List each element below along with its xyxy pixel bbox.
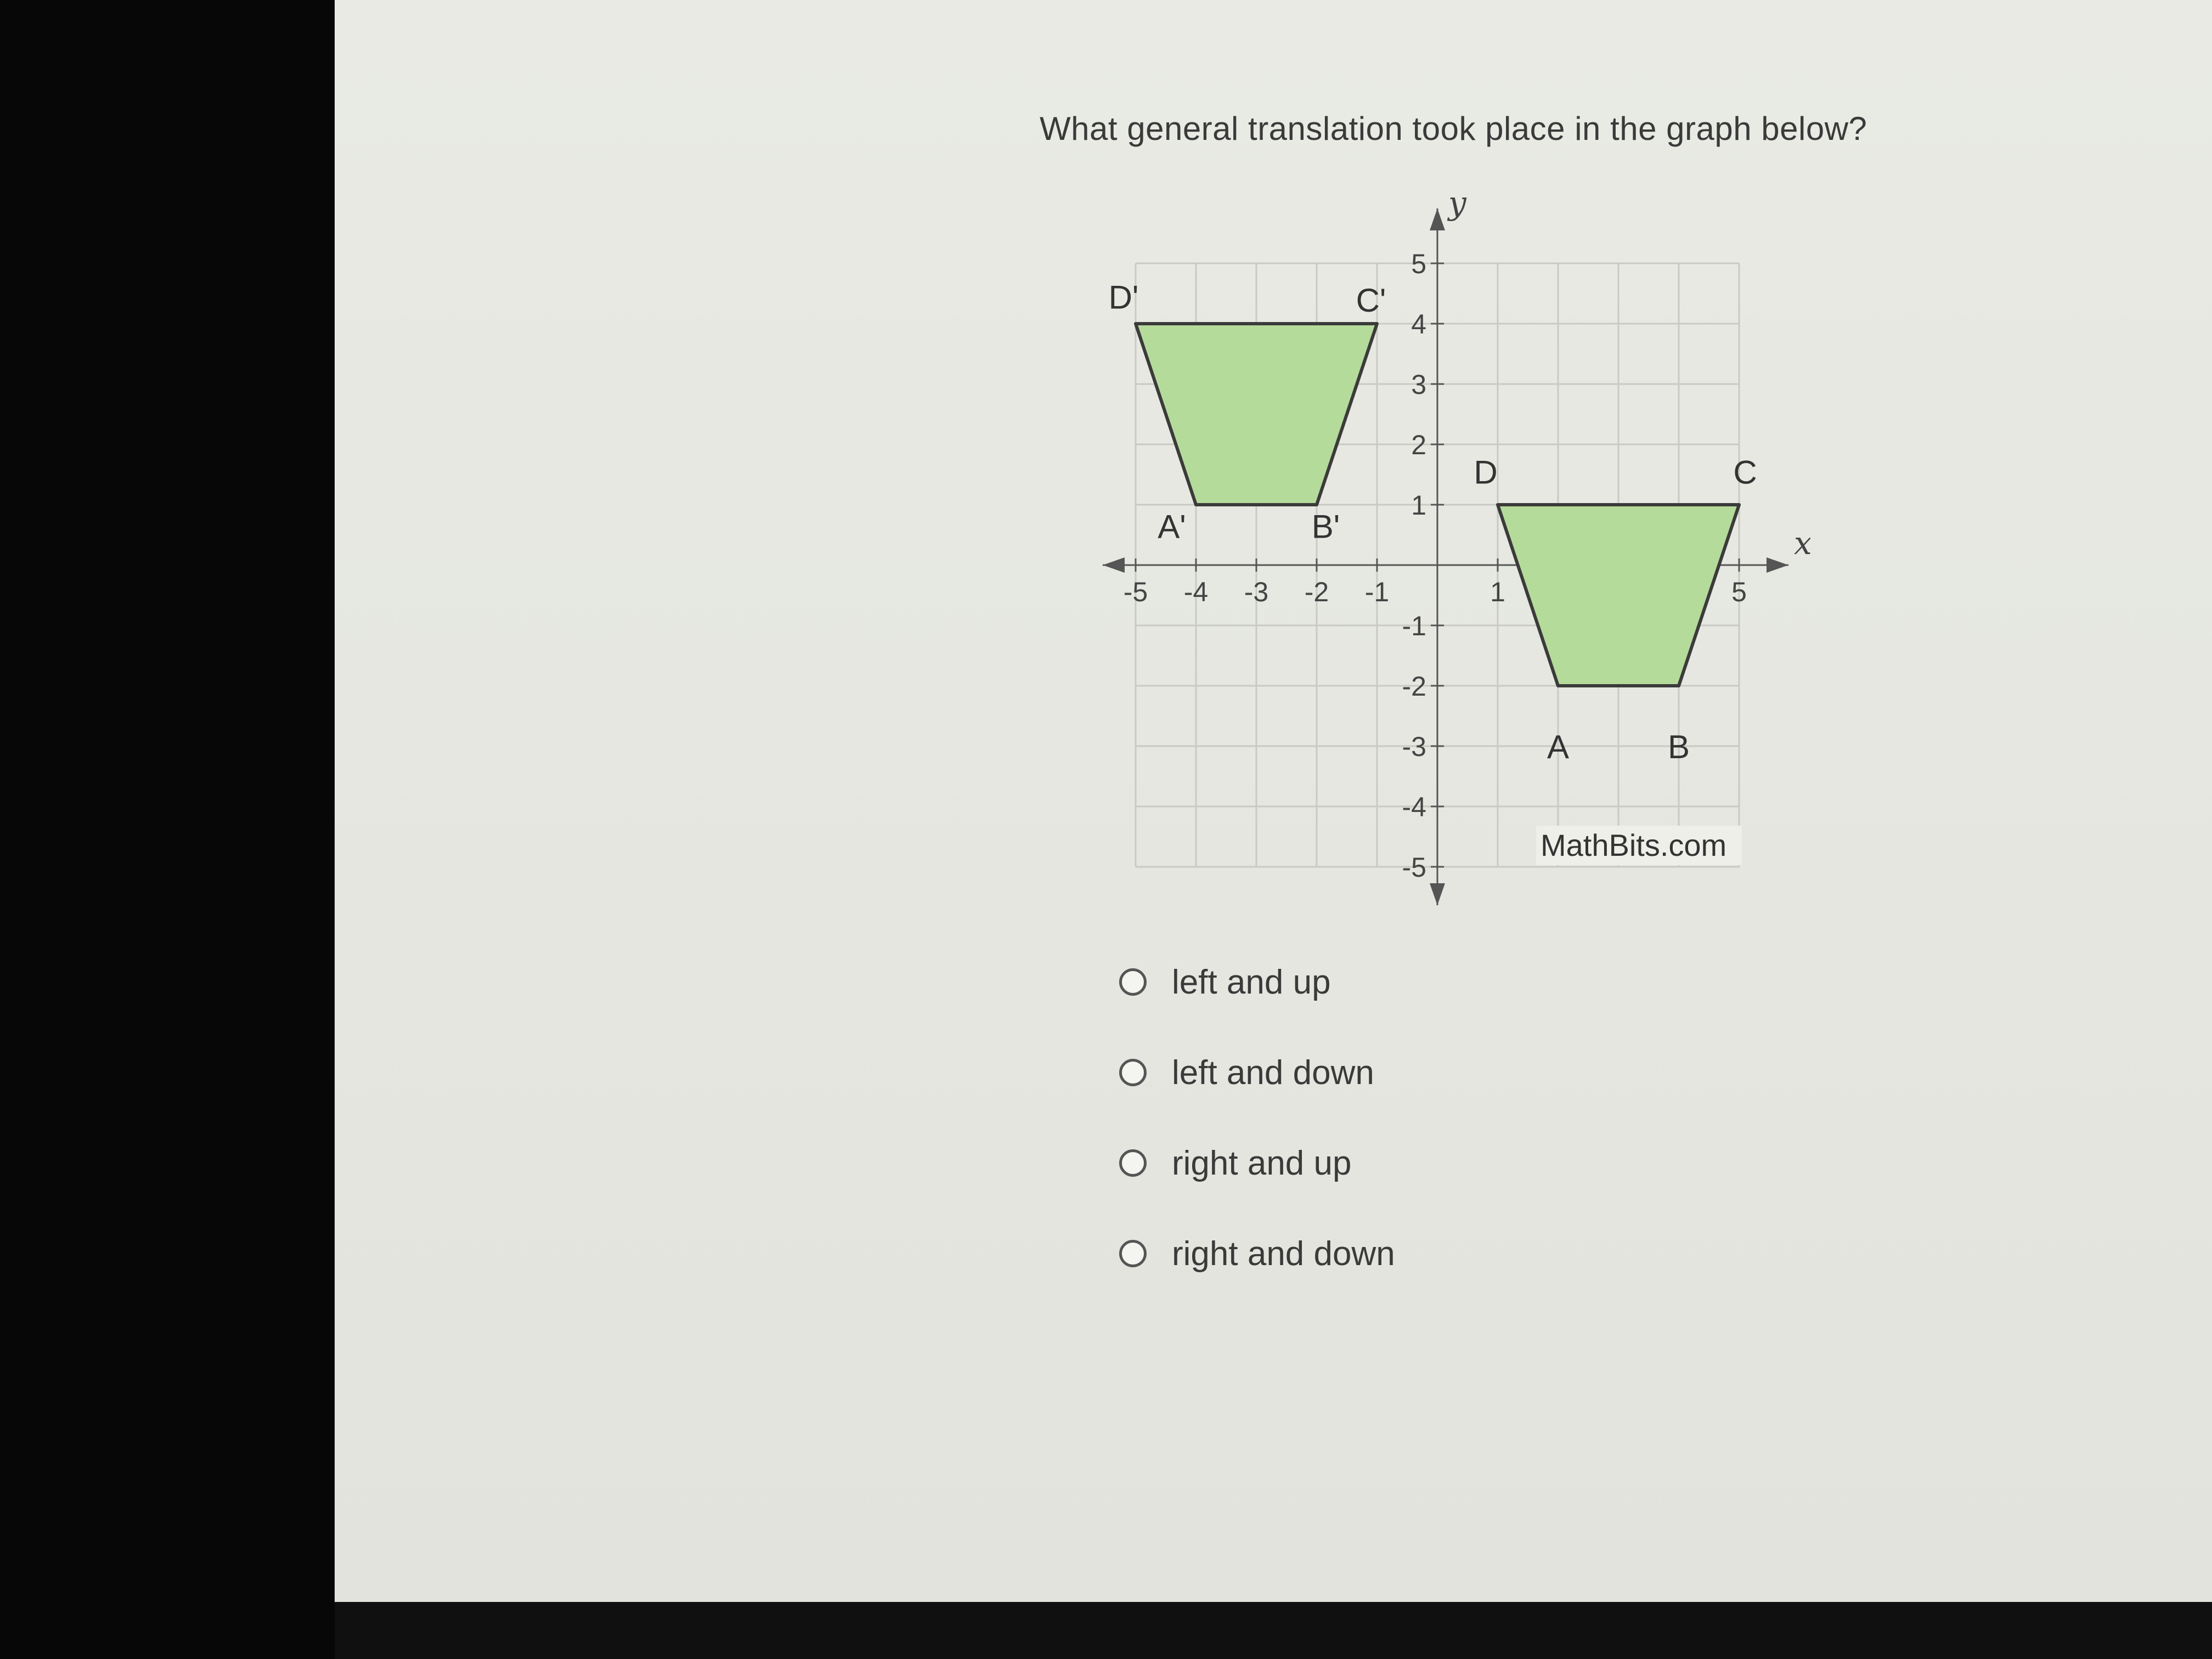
x-tick-label: 5 (1731, 577, 1747, 607)
answer-options (1119, 960, 1395, 1322)
question-text: What general translation took place in the graph below? (1040, 110, 1867, 147)
y-tick-label: -1 (1402, 611, 1426, 641)
y-tick-label: 5 (1411, 249, 1426, 279)
option-label: left and up (1172, 963, 1331, 1001)
image-trapezoid (1136, 324, 1377, 505)
monitor-bezel-left (0, 0, 340, 1659)
y-axis-arrow-down (1430, 883, 1445, 905)
screen (335, 0, 2212, 1602)
radio-button[interactable] (1119, 968, 1147, 996)
vertex-label: B' (1311, 508, 1340, 545)
vertex-label: A' (1158, 508, 1186, 545)
credit-text: MathBits.com (1541, 828, 1727, 862)
x-axis-label: x (1794, 524, 1810, 562)
option-label: right and up (1172, 1144, 1352, 1182)
option-label: right and down (1172, 1234, 1395, 1273)
vertex-label: D' (1108, 279, 1139, 316)
y-axis-arrow-up (1430, 208, 1445, 230)
option-left-and-up[interactable] (1119, 960, 1395, 1004)
y-tick-label: -2 (1402, 671, 1426, 702)
x-axis-arrow-right (1767, 557, 1788, 573)
radio-button[interactable] (1119, 1059, 1147, 1086)
x-axis-arrow-left (1103, 557, 1125, 573)
x-tick-label: -1 (1364, 577, 1390, 607)
option-label: left and down (1172, 1053, 1374, 1092)
vertex-label: B (1667, 729, 1690, 765)
vertex-label: A (1547, 729, 1570, 765)
radio-button[interactable] (1119, 1240, 1147, 1267)
coordinate-graph (1064, 192, 1810, 916)
x-tick-label: -2 (1304, 577, 1329, 607)
option-right-and-up[interactable] (1119, 1141, 1395, 1185)
option-right-and-down[interactable] (1119, 1232, 1395, 1276)
y-tick-label: 4 (1411, 309, 1426, 340)
vertex-label: D (1474, 454, 1498, 491)
monitor-bezel-bottom (335, 1602, 2212, 1659)
radio-button[interactable] (1119, 1149, 1147, 1177)
x-tick-label: -5 (1123, 577, 1148, 607)
y-tick-label: -3 (1402, 731, 1426, 762)
x-tick-label: -3 (1244, 577, 1269, 607)
x-tick-label: 1 (1490, 577, 1505, 607)
vertex-label: C' (1356, 282, 1386, 319)
y-tick-label: 1 (1411, 490, 1426, 521)
y-axis-label: y (1448, 192, 1466, 222)
vertex-label: C (1733, 454, 1757, 491)
y-tick-label: -5 (1402, 852, 1426, 883)
y-tick-label: 3 (1411, 369, 1426, 400)
y-tick-label: -4 (1402, 792, 1426, 822)
original-trapezoid (1498, 505, 1739, 686)
option-left-and-down[interactable] (1119, 1051, 1395, 1094)
y-tick-label: 2 (1411, 430, 1426, 460)
x-tick-label: -4 (1183, 577, 1209, 607)
